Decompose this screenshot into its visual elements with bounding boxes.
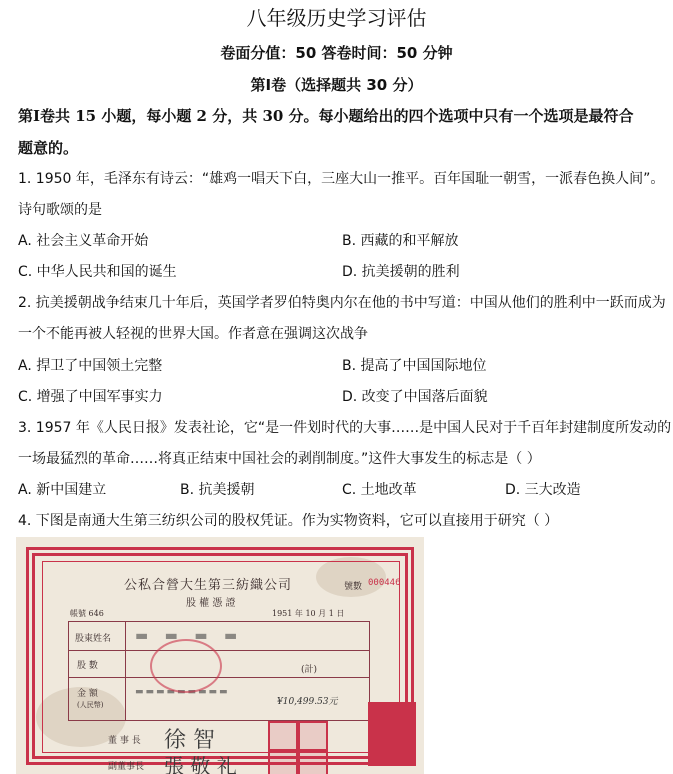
share-certificate-photo bbox=[16, 537, 424, 774]
certificate-date: 1951 年 10 月 1 日 bbox=[272, 609, 345, 618]
table-row-divider bbox=[69, 650, 369, 651]
table-col-divider bbox=[125, 622, 126, 720]
chairman-signature: 徐 智 bbox=[164, 728, 215, 753]
section-heading: 第Ⅰ卷（选择题共 30 分） bbox=[250, 76, 423, 94]
question-3-stem-line-2: 一场最猛烈的革命……将真正结束中国社会的剥削制度。”这件大事发生的标志是（ ） bbox=[18, 451, 541, 467]
instructions-line-1: 第Ⅰ卷共 15 小题，每小题 2 分，共 30 分。每小题给出的四个选项中只有一个选项是最符合 bbox=[18, 107, 634, 125]
question-3-option-d[interactable]: D. 三大改造 bbox=[505, 482, 581, 498]
row-label-name: 股東姓名 bbox=[75, 634, 112, 644]
red-square-seal bbox=[298, 751, 328, 774]
instructions-line-2: 题意的。 bbox=[18, 139, 79, 157]
certificate-number-label: 號數 bbox=[344, 582, 363, 592]
certificate-ledger: 帳號 646 bbox=[70, 609, 104, 618]
red-company-seal bbox=[368, 702, 416, 766]
table-row-divider bbox=[69, 677, 369, 678]
vice-chairman-signature: 張 敬 礼 bbox=[164, 754, 237, 774]
question-1-option-d[interactable]: D. 抗美援朝的胜利 bbox=[342, 264, 460, 280]
red-square-seal bbox=[268, 751, 298, 774]
question-2-option-b[interactable]: B. 提高了中国国际地位 bbox=[342, 358, 487, 374]
row-label-amount-sub: (人民幣) bbox=[77, 701, 104, 709]
certificate-subtitle: 股 權 憑 證 bbox=[186, 598, 236, 609]
question-2-stem-line-1: 2. 抗美援朝战争结束几十年后，英国学者罗伯特奥内尔在他的书中写道：中国从他们的胜利中一跃而成为 bbox=[18, 295, 666, 311]
question-3-stem-line-1: 3. 1957 年《人民日报》发表社论，它“是一件划时代的大事……是中国人民对于千百年封建制度所发动的 bbox=[18, 420, 672, 436]
certificate-number: 000446 bbox=[368, 578, 401, 588]
question-3-option-c[interactable]: C. 土地改革 bbox=[342, 482, 417, 498]
question-1-option-a[interactable]: A. 社会主义革命开始 bbox=[18, 233, 149, 249]
question-2-option-a[interactable]: A. 捍卫了中国领土完整 bbox=[18, 358, 163, 374]
question-3-option-a[interactable]: A. 新中国建立 bbox=[18, 482, 107, 498]
handwritten-amount-words: ▬▬▬▬▬▬▬▬▬ bbox=[135, 687, 230, 697]
vice-chairman-label: 副董事長 bbox=[108, 762, 145, 772]
question-2-stem-line-2: 一个不能再被人轻视的世界大国。作者意在强调这次战争 bbox=[18, 326, 368, 342]
red-square-seal bbox=[298, 721, 328, 751]
red-square-seal bbox=[268, 721, 298, 751]
question-1-option-b[interactable]: B. 西藏的和平解放 bbox=[342, 233, 459, 249]
amount-value: ¥10,499.53元 bbox=[277, 697, 338, 707]
exam-meta: 卷面分值：50 答卷时间：50 分钟 bbox=[220, 44, 453, 62]
certificate-title: 公私合營大生第三紡織公司 bbox=[124, 578, 293, 593]
question-1-stem-line-1: 1. 1950 年，毛泽东有诗云：“雄鸡一唱天下白，三座大山一推平。百年国耻一朝雪，一派春色换人间”。 bbox=[18, 171, 665, 187]
question-1-stem-line-2: 诗句歌颂的是 bbox=[18, 202, 102, 218]
question-2-option-d[interactable]: D. 改变了中国落后面貌 bbox=[342, 389, 488, 405]
exam-title: 八年级历史学习评估 bbox=[246, 6, 427, 30]
red-round-stamp bbox=[150, 639, 222, 693]
question-4-stem-line-1: 4. 下图是南通大生第三纺织公司的股权凭证。作为实物资料，它可以直接用于研究（ ） bbox=[18, 513, 559, 529]
handwritten-name: ▬ ▬ ▬ ▬ bbox=[135, 628, 244, 644]
question-1-option-c[interactable]: C. 中华人民共和国的诞生 bbox=[18, 264, 177, 280]
row-label-amount: 金 額 bbox=[77, 689, 98, 699]
question-2-option-c[interactable]: C. 增强了中国军事实力 bbox=[18, 389, 163, 405]
chairman-label: 董 事 長 bbox=[108, 736, 141, 746]
row-label-shares: 股 數 bbox=[77, 661, 98, 671]
question-3-option-b[interactable]: B. 抗美援朝 bbox=[180, 482, 255, 498]
shares-unit: (計) bbox=[301, 665, 318, 675]
